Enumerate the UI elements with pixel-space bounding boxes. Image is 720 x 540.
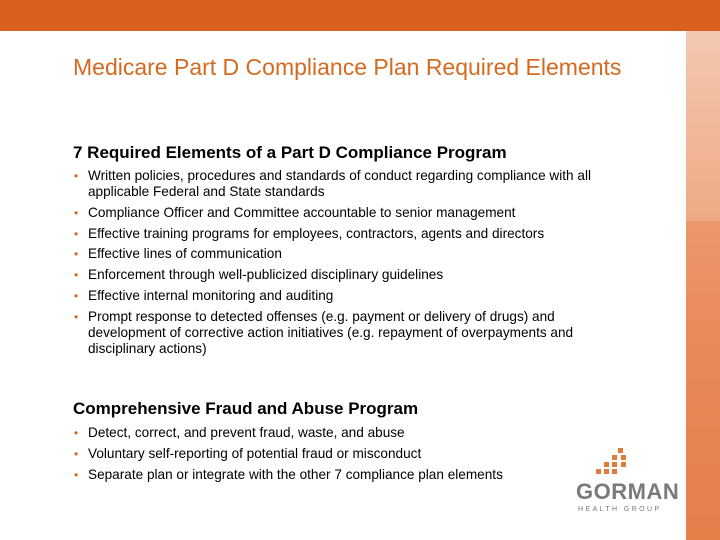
list-item: • Written policies, procedures and standards of conduct regarding compliance with all applicable Federal and State standards: [73, 168, 603, 200]
fraud-abuse-list: [73, 425, 603, 487]
list-item: • Enforcement through well-publicized disciplinary guidelines: [73, 267, 603, 283]
logo-subtitle: HEALTH GROUP: [578, 506, 662, 513]
right-decorative-band: [686, 31, 720, 540]
list-item: • Voluntary self-reporting of potential fraud or misconduct: [73, 446, 603, 462]
top-accent-bar: [0, 0, 720, 31]
slide-title: Medicare Part D Compliance Plan Required Elements: [73, 54, 622, 80]
list-item: • Effective internal monitoring and auditing: [73, 288, 603, 304]
list-item: • Detect, correct, and prevent fraud, waste, and abuse: [73, 425, 603, 441]
list-item: • Compliance Officer and Committee accountable to senior management: [73, 205, 603, 221]
section-heading-required-elements: 7 Required Elements of a Part D Compliance Program: [73, 143, 507, 162]
gorman-logo: [574, 446, 684, 522]
list-item: • Effective lines of communication: [73, 246, 603, 262]
logo-name: GORMAN: [576, 479, 680, 504]
right-band-light-segment: [686, 31, 720, 221]
required-elements-list: [73, 168, 603, 362]
list-item: • Effective training programs for employees, contractors, agents and directors: [73, 226, 603, 242]
list-item: • Separate plan or integrate with the other 7 compliance plan elements: [73, 467, 603, 483]
list-item: • Prompt response to detected offenses (e.g. payment or delivery of drugs) and development of corrective action initiatives (e.g. repayment of overpayments and disciplinary actions): [73, 309, 603, 357]
section-heading-fraud-abuse: Comprehensive Fraud and Abuse Program: [73, 399, 419, 418]
